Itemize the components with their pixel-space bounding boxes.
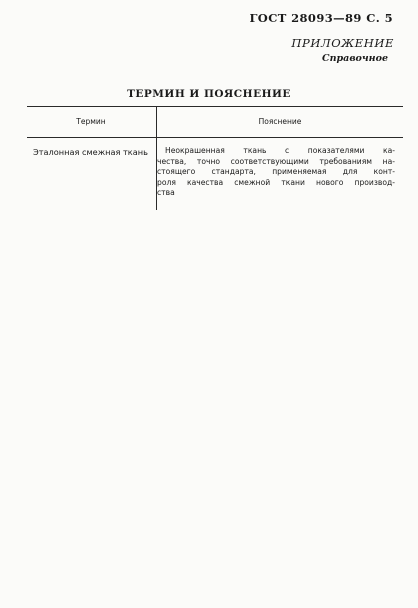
explanation-line: стоящего стандарта, применяемая для конт- — [157, 167, 395, 176]
appendix-title: ПРИЛОЖЕНИЕ — [291, 36, 394, 50]
column-header-explanation: Пояснение — [258, 117, 302, 126]
explanation-line: Неокрашенная ткань с показателями ка- — [165, 146, 395, 155]
term-cell: Эталонная смежная ткань — [33, 147, 148, 157]
explanation-line: роля качества смежной ткани нового производ- — [157, 177, 395, 187]
table-header-row — [27, 107, 403, 138]
table-row — [27, 138, 403, 208]
column-header-term: Термин — [76, 117, 106, 126]
appendix-label — [291, 36, 394, 64]
explanation-cell — [157, 146, 395, 199]
explanation-line: чества, точно соответствующими требованиям на- — [157, 156, 395, 166]
appendix-subtitle: Справочное — [322, 53, 388, 64]
terms-table — [27, 106, 403, 208]
explanation-line: ства — [157, 188, 175, 197]
document-title: ТЕРМИН И ПОЯСНЕНИЕ — [127, 88, 291, 100]
page-header: ГОСТ 28093—89 С. 5 — [249, 11, 393, 25]
